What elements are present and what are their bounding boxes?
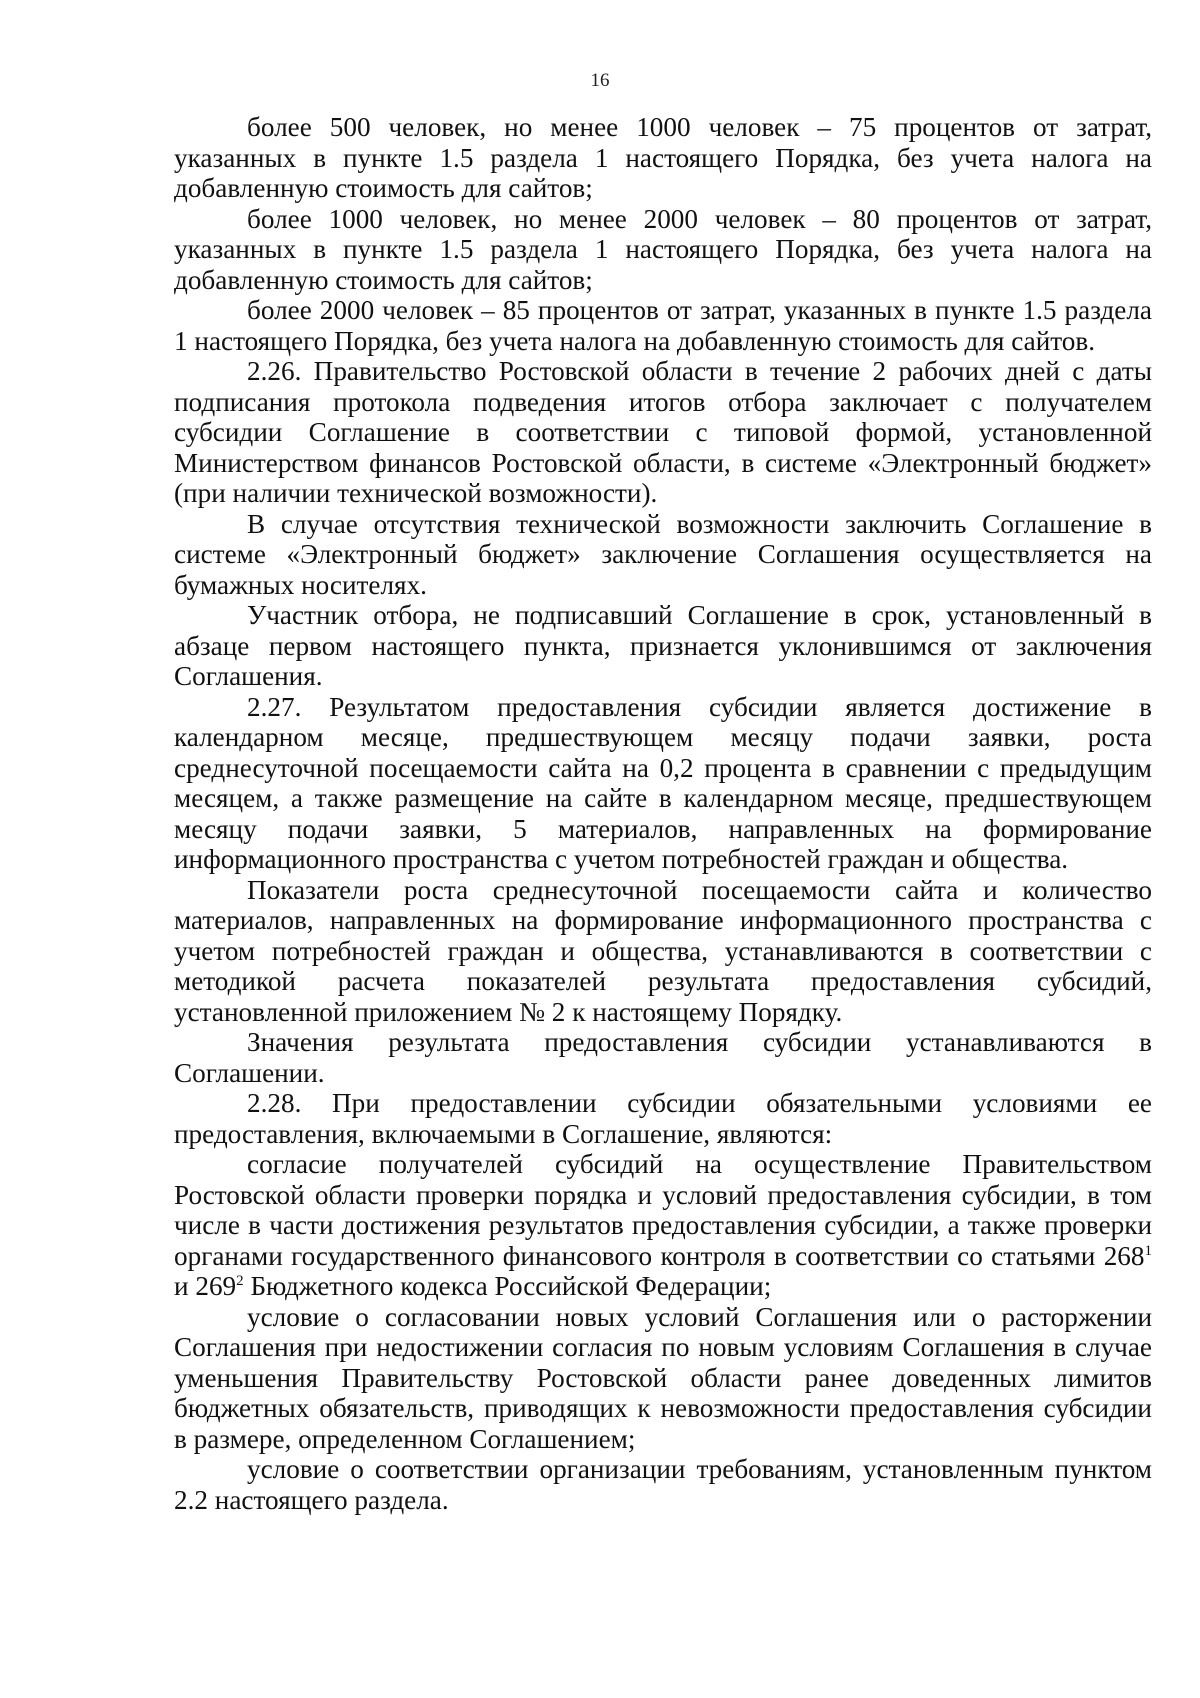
page-number: 16: [590, 70, 610, 91]
paragraph-result-values: Значения результата предоставления субсидии устанавливаются в Соглашении.: [174, 1027, 1152, 1088]
article-269-superscript: 2: [236, 1273, 244, 1289]
paragraph-control-consent: [174, 1149, 1152, 1302]
paragraph-growth-indicators: Показатели роста среднесуточной посещаемости сайта и количество материалов, направленных на формирование информационного пространства с учетом потребностей граждан и общества, устанавливаются в соответствии с методикой расчета показателей результата предоставления субсидий, установленной приложением № 2 к настоящему Порядку.: [174, 874, 1152, 1027]
consent-text-start: согласие получателей субсидий на осуществление Правительством Ростовской области проверки порядка и условий предоставления субсидии, в том числе в части достижения результатов предоставления субсидии, а также проверки органами государственного финансового контроля в соответствии со статьями 268: [174, 1149, 1152, 1271]
consent-text-end: Бюджетного кодекса Российской Федерации;: [243, 1271, 772, 1301]
paragraph-paper-agreement: В случае отсутствия технической возможности заключить Соглашение в системе «Электронный бюджет» заключение Соглашения осуществляется на бумажных носителях.: [174, 508, 1152, 600]
paragraph-2-26: 2.26. Правительство Ростовской области в течение 2 рабочих дней с даты подписания протокола подведения итогов отбора заключает с получателем субсидии Соглашение в соответствии с типовой формой, установленной Министерством финансов Ростовской области, в системе «Электронный бюджет» (при наличии технической возможности).: [174, 356, 1152, 508]
paragraph-compliance-condition: условие о соответствии организации требованиям, установленным пунктом 2.2 настоящего раздела.: [174, 1454, 1152, 1515]
paragraph-termination-condition: условие о согласовании новых условий Соглашения или о расторжении Соглашения при недостижении согласия по новым условиям Соглашения в случае уменьшения Правительству Ростовской области ранее доведенных лимитов бюджетных обязательств, приводящих к невозможности предоставления субсидии в размере, определенном Соглашением;: [174, 1301, 1152, 1454]
paragraph-evading-participant: Участник отбора, не подписавший Соглашение в срок, установленный в абзаце первом настоящего пункта, признается уклонившимся от заключения Соглашения.: [174, 600, 1152, 691]
document-body: [174, 112, 1152, 1515]
paragraph-threshold-2000: более 2000 человек – 85 процентов от затрат, указанных в пункте 1.5 раздела 1 настоящего Порядка, без учета налога на добавленную стоимость для сайтов.: [174, 295, 1152, 356]
paragraph-2-28: 2.28. При предоставлении субсидии обязательными условиями ее предоставления, включаемыми в Соглашение, являются:: [174, 1088, 1152, 1149]
paragraph-threshold-500: более 500 человек, но менее 1000 человек – 75 процентов от затрат, указанных в пункте 1.5 раздела 1 настоящего Порядка, без учета налога на добавленную стоимость для сайтов;: [174, 112, 1152, 203]
article-268-superscript: 1: [1144, 1242, 1152, 1259]
paragraph-threshold-1000: более 1000 человек, но менее 2000 человек – 80 процентов от затрат, указанных в пункте 1.5 раздела 1 настоящего Порядка, без учета налога на добавленную стоимость для сайтов;: [174, 203, 1152, 295]
consent-text-middle: и 269: [174, 1271, 237, 1301]
paragraph-2-27: 2.27. Результатом предоставления субсидии является достижение в календарном месяце, предшествующем месяцу подачи заявки, роста среднесуточной посещаемости сайта на 0,2 процента в сравнении с предыдущим месяцем, а также размещение на сайте в календарном месяце, предшествующем месяцу подачи заявки, 5 материалов, направленных на формирование информационного пространства с учетом потребностей граждан и общества.: [174, 691, 1152, 874]
